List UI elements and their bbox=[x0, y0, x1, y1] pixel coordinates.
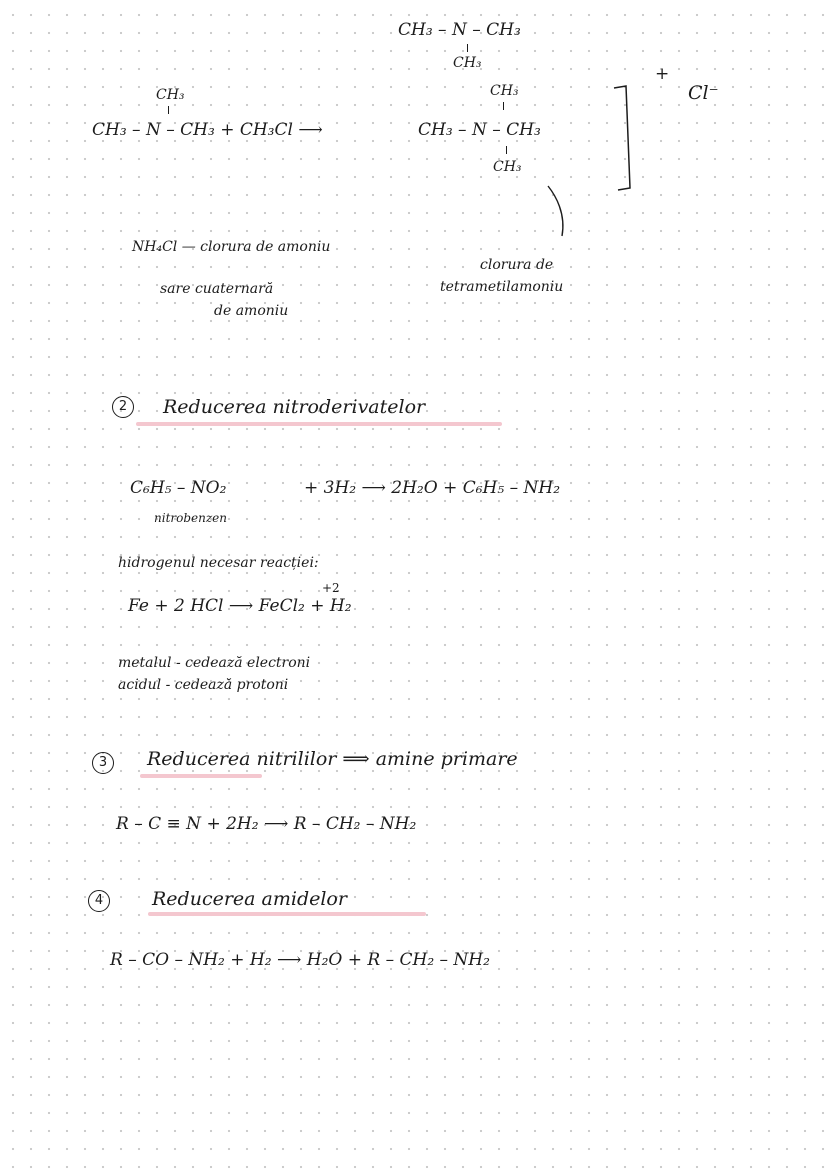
charge-plus: + bbox=[655, 64, 670, 84]
nitrile-reduction-reaction: R – C ≡ N + 2H₂ ⟶ R – CH₂ – NH₂ bbox=[116, 814, 417, 834]
tetramethylammonium-center: CH₃ – N – CH₃ bbox=[418, 120, 541, 140]
section-title: Reducerea nitroderivatelor bbox=[163, 396, 426, 418]
section-title: Reducerea amidelor bbox=[152, 888, 347, 910]
salt-name-line1: clorura de bbox=[480, 257, 554, 273]
acid-role-note: acidul - cedează protoni bbox=[118, 677, 289, 693]
pointer-arrow bbox=[548, 186, 563, 236]
salt-name-line2: tetrametilamoniu bbox=[440, 279, 564, 295]
section-number-badge: 3 bbox=[92, 752, 114, 774]
nitrobenzene-formula: C₆H₅ – NO₂ bbox=[130, 478, 227, 498]
chloride-anion: Cl⁻ bbox=[688, 82, 719, 104]
top-ch3-below: CH₃ bbox=[453, 55, 482, 71]
metal-role-note: metalul - cedează electroni bbox=[118, 655, 311, 671]
right-ch3-below: CH₃ bbox=[493, 159, 522, 175]
amide-reduction-reaction: R – CO – NH₂ + H₂ ⟶ H₂O + R – CH₂ – NH₂ bbox=[110, 950, 490, 970]
salt-type-line1: sare cuaternară bbox=[160, 281, 274, 297]
iron-hcl-reaction: Fe + 2 HCl ⟶ FeCl₂ + H₂ bbox=[128, 596, 352, 616]
nh4cl-note: NH₄Cl — clorura de amoniu bbox=[132, 239, 331, 255]
iron-oxidation-state: +2 bbox=[322, 581, 340, 595]
top-amine-formula: CH₃ – N – CH₃ bbox=[398, 20, 521, 40]
nitrobenzene-label: nitrobenzen bbox=[154, 511, 228, 525]
bracket-and-arrow-drawing bbox=[0, 0, 828, 260]
section-number-badge: 4 bbox=[88, 890, 110, 912]
left-ch3-above: CH₃ bbox=[156, 87, 185, 103]
trimethylamine-reaction: CH₃ – N – CH₃ + CH₃Cl ⟶ bbox=[92, 120, 323, 140]
section-number-badge: 2 bbox=[112, 396, 134, 418]
section-title: Reducerea nitrililor ⟹ amine primare bbox=[147, 748, 518, 770]
right-bracket bbox=[614, 86, 630, 190]
nitro-reduction-reaction: + 3H₂ ⟶ 2H₂O + C₆H₅ – NH₂ bbox=[304, 478, 561, 498]
salt-type-line2: de amoniu bbox=[214, 303, 289, 319]
right-ch3-above: CH₃ bbox=[490, 83, 519, 99]
title-highlight bbox=[140, 774, 262, 778]
title-highlight bbox=[136, 422, 502, 426]
title-highlight bbox=[148, 912, 426, 916]
hydrogen-source-note: hidrogenul necesar reacției: bbox=[118, 555, 319, 571]
